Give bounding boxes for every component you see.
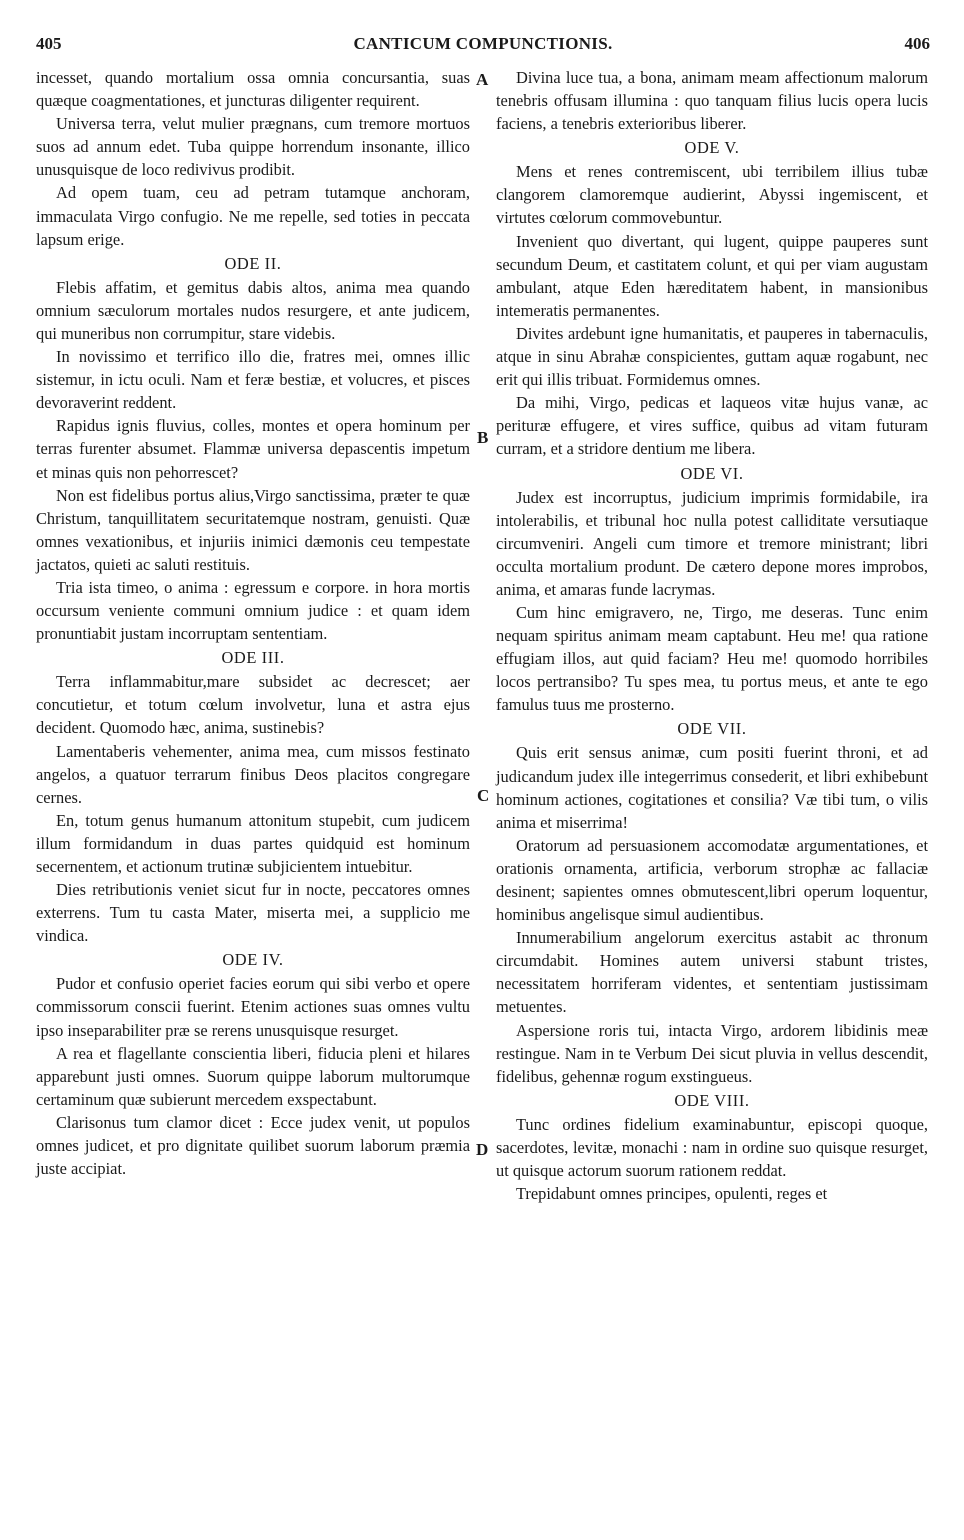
paragraph: Lamentaberis vehementer, anima mea, cum missos festinato angelos, a quatuor terrarum finibus Deos placitos congregare cernes.: [36, 741, 470, 807]
ode-heading: ODE V.: [684, 138, 740, 158]
right-column: [496, 66, 928, 1205]
margin-letter-d: D: [476, 1140, 489, 1159]
paragraph: In novissimo et terrifico illo die, fratres mei, omnes illic sistemur, in ictu oculi. Nam et feræ bestiæ, et volucres, et pisces devoraverint reddent.: [36, 347, 470, 413]
ode-heading: ODE VI.: [680, 463, 744, 483]
paragraph: Tunc ordines fidelium examinabuntur, episcopi quoque, sacerdotes, levitæ, monachi : nam in ordine suo quisque resurget, ut quisque actorum suorum rationem reddat.: [496, 1114, 928, 1181]
paragraph: Dies retributionis veniet sicut fur in nocte, peccatores omnes exterrens. Tum tu casta Mater, miserta mei, a supplicio me vindica.: [36, 880, 470, 946]
paragraph: Universa terra, velut mulier prægnans, cum tremore mortuos suos ad annum edet. Tuba quippe horrendum insonante, illico unusquisque de loco redivivus prodibit.: [36, 114, 470, 180]
paragraph: Trepidabunt omnes principes, opulenti, reges et: [516, 1184, 828, 1204]
ode-heading: ODE VII.: [677, 719, 747, 739]
ode-heading: ODE VIII.: [674, 1090, 750, 1110]
margin-letter-c: C: [477, 786, 490, 805]
paragraph: Ad opem tuam, ceu ad petram tutamque anchoram, immaculata Virgo confugio. Ne me repelle, sed toties in peccata lapsum erige.: [36, 183, 470, 249]
paragraph: Innumerabilium angelorum exercitus astabit ac thronum circumdabit. Homines autem universi stabunt tristes, necessitatem horriferam videntes, et sententiam justissimam metuentes.: [496, 928, 928, 1017]
paragraph: Quis erit sensus animæ, cum positi fuerint throni, et ad judicandum judex ille integerrimus consederit, et libri exhibebunt hominum actiones, cogitationes et consilia? Væ tibi tum, o vilis anima et miserrima!: [496, 743, 928, 832]
paragraph: Mens et renes contremiscent, ubi terribilem illius tubæ clangorem clamoremque audierint, Abyssi ingemiscent, et virtutes cœlorum commovebuntur.: [496, 162, 928, 228]
running-title: CANTICUM COMPUNCTIONIS.: [353, 34, 613, 53]
paragraph: Terra inflammabitur,mare subsidet ac decrescet; aer concutietur, et totum cœlum involvetur, luna et astra ejus decident. Quomodo hæc, anima, sustinebis?: [36, 672, 470, 738]
paragraph: Cum hinc emigravero, ne, Tirgo, me deseras. Tunc enim nequam spiritus animam meam captabunt. Heu me! qua ratione effugiam illos, aut quid faciam? Heu me! quomodo horribiles locos pertransibo? Tu spes mea, tu portus meus, et ante te ego famulus tuus me prosterno.: [496, 602, 928, 715]
paragraph: En, totum genus humanum attonitum stupebit, cum judicem illum formidandum in duas partes quidquid est hominum secernentem, et actionum trutinæ subjicientem intuebitur.: [36, 810, 470, 876]
paragraph: A rea et flagellante conscientia liberi, fiducia pleni et hilares apparebunt justi omnes. Suorum quippe laborum multorumque certaminum quæ subierunt mercedem exspectabunt.: [36, 1043, 470, 1109]
paragraph: Oratorum ad persuasionem accomodatæ argumentationes, et orationis ornamenta, artificia, verborum strophæ ac fallaciæ desinent; sapientes omnes obmutescent,libri operum loquentur, hominibus angelisque simul audientibus.: [496, 835, 928, 925]
running-header: [36, 34, 930, 56]
ode-heading: ODE III.: [221, 648, 285, 668]
margin-letter-a: A: [476, 70, 489, 89]
ode-heading: ODE II.: [224, 253, 282, 273]
paragraph: Invenient quo divertant, qui lugent, quippe pauperes sunt secundum Deum, et castitatem colunt, et qui per viam augustam ambulant, atque Eden hæreditatem habent, in mansionibus intemeratis permanentes.: [496, 231, 928, 320]
page-number-left: 405: [36, 34, 62, 53]
paragraph: Divites ardebunt igne humanitatis, et pauperes in tabernaculis, atque in sinu Abrahæ conspicientes, guttam aquæ rogabunt, nec erit qui illis tribuat. Formidemus omnes.: [496, 323, 928, 390]
paragraph: Judex est incorruptus, judicium imprimis formidabile, ira intolerabilis, et tribunal hoc nulla potest calliditate versutiaque circumveniri. Angeli cum timore et tremore ministrant; libri occulta mortalium produnt. De cætero depone mores improbos, anima, et amaras funde lacrymas.: [496, 487, 928, 599]
paragraph: Flebis affatim, et gemitus dabis altos, anima mea quando omnium sæculorum mortales nudos resurgere, et ante judicem, qui muneribus non corrumpitur, stare videbis.: [36, 277, 470, 343]
paragraph: Tria ista timeo, o anima : egressum e corpore. in hora mortis occursum veniente communi omnium judice : et quam idem pronuntiabit justam incorruptam sententiam.: [36, 577, 470, 644]
paragraph: Pudor et confusio operiet facies eorum qui sibi verbo et opere commissorum conscii fuerint. Etenim actiones suas omnes vultu ipso inseparabiliter præ se rerens unusquisque resurget.: [36, 974, 470, 1040]
left-column: [36, 66, 470, 1180]
margin-letter-b: B: [477, 428, 489, 447]
ode-heading: ODE IV.: [222, 950, 284, 970]
paragraph: Non est fidelibus portus alius,Virgo sanctissima, præter te quæ Christum, tanquillitatem securitatemque nostram, genuisti. Quæ omnes vexationibus, et injuriis inimici dæmonis ceu tempestate jactatos, quieti ac saluti restituis.: [36, 485, 470, 574]
paragraph: Clarisonus tum clamor dicet : Ecce judex venit, ut populos omnes judicet, et pro dignitate quilibet suorum laborum præmia juste accipiat.: [36, 1112, 470, 1179]
paragraph: incesset, quando mortalium ossa omnia concursantia, suas quæque coagmentationes, et juncturas diligenter requirent.: [36, 68, 470, 111]
page-number-right: 406: [904, 34, 930, 53]
paragraph: Divina luce tua, a bona, animam meam affectionum malorum tenebris offusam illumina : quo tanquam filius lucis opera lucis faciens, a tenebris exterioribus liberer.: [496, 68, 928, 134]
paragraph: Aspersione roris tui, intacta Virgo, ardorem libidinis meæ restingue. Nam in te Verbum Dei sicut pluvia in vellus descendit, fidelibus, gehennæ rogum exstingueus.: [496, 1020, 928, 1086]
paragraph: Rapidus ignis fluvius, colles, montes et opera hominum per terras furenter absumet. Flammæ universa depascentis impetum et minas quis non pehorrescet?: [36, 416, 470, 482]
paragraph: Da mihi, Virgo, pedicas et laqueos vitæ hujus vanæ, ac perituræ effugere, et vires suffice, quibus ad vitam futuram curram, et a stridore dentium me libera.: [496, 393, 928, 459]
